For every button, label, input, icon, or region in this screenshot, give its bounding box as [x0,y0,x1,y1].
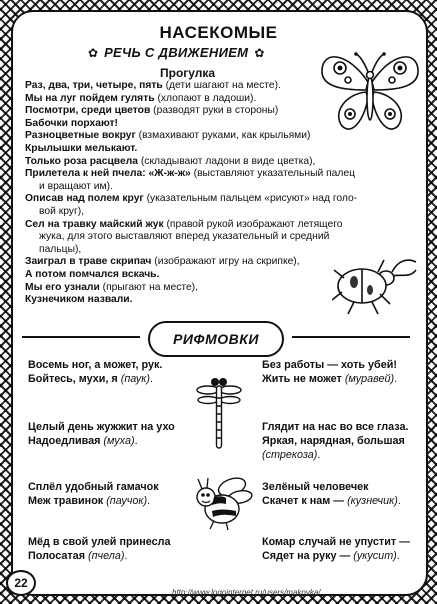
poem-line-note: (разводят руки в стороны) [150,105,279,117]
poem-line-main: Бабочки порхают! [25,117,118,129]
poem-line-note: (выставляют указательный палец [190,168,356,180]
poem-line [25,256,325,269]
page-title: НАСЕКОМЫЕ [159,23,278,42]
poem-line [25,156,325,169]
poem-line-note: (прыгают на месте), [99,281,198,293]
poem-line-note: (дети шагают на месте). [162,80,281,91]
subtitle-row [88,45,264,60]
poem-line-main: Мы его узнали [25,281,100,293]
poem-line-main: Сел на травку майский жук [25,218,164,230]
poem-line-main: Кузнечиком назвали. [25,294,133,306]
subtitle: РЕЧЬ С ДВИЖЕНИЕМ [104,45,249,60]
poem-line-note: жука, для этого выставляют вперед указательный и средний [39,231,330,243]
poem-line-note: (складывают ладони в виде цветка), [138,155,316,167]
bee-illustration [192,473,256,533]
rifmovki-badge [148,321,284,357]
poem-line [25,105,325,118]
poem-line-main: Прилетела к ней пчела: «Ж-ж-ж» [25,168,191,180]
poem-line-main: Крылышки мелькают. [25,142,138,154]
riddle-dragonfly: Глядит на нас во все глаза. Яркая, нарядная, большая (стрекоза). [262,421,409,461]
poem-line [25,206,325,219]
dragonfly-illustration [196,370,242,452]
poem-line-note: (изображают игру на скрипке), [151,256,300,268]
poem-line [25,294,325,307]
page-number [6,570,36,596]
riddle-fly: Целый день жужжит на ухо Надоедливая (муха). [28,421,175,447]
flower-icon: ✿ [88,45,99,60]
poem-line-main: Раз, два, три, четыре, пять [25,80,163,91]
beetle-illustration [332,248,420,318]
poem-line [25,218,343,232]
poem-line-main: Только роза расцвела [25,155,138,167]
poem-line [25,93,325,106]
poem-line [25,181,325,194]
riddle-spider: Восемь ног, а может, рук. Бойтесь, мухи, я (паук). [28,359,163,385]
poem-line [25,130,325,143]
poem-line-note: (хлопают в ладоши). [154,92,257,104]
flower-icon: ✿ [254,45,265,60]
poem-line-note: пальцы), [39,243,82,255]
poem-line-note: вой круг), [39,205,85,217]
poem-line [25,118,325,131]
poem-line-main: Заиграл в траве скрипач [25,256,152,268]
riddle-grasshopper: Зелёный человечек Скачет к нам — (кузнечик). [262,481,401,507]
footer-url: http://www.logointernet.ru/users/makovka/ [172,588,321,597]
poem-body [25,80,358,307]
poem-line-note: и вращают им). [39,180,113,192]
poem-line-main: Разноцветные вокруг [25,130,136,142]
poem-line [25,168,356,181]
poem-line [25,269,325,282]
poem-line-main: А потом помчался вскачь. [25,268,160,280]
poem-line [25,143,325,156]
divider-left [22,336,140,338]
poem-line-main: Описав над полем круг [25,193,144,205]
poem-line-note: (указательным пальцем «рисуют» над голо- [143,193,358,205]
poem-line [25,231,330,244]
poem-line [25,244,325,257]
butterfly-illustration [318,42,422,142]
poem-line-main: Посмотри, среди цветов [25,105,151,117]
riddle-ant: Без работы — хоть убей! Жить не может (муравей). [262,359,398,385]
riddle-mosquito: Комар случай не упустит — Сядет на руку — (укусит). [262,536,410,562]
page-number-text: 22 [14,576,28,590]
riddle-bee: Мёд в свой улей принесла Полосатая (пчела). [28,536,171,562]
divider-right [292,336,410,338]
poem-line [25,80,325,93]
poem-line [25,193,358,206]
poem-line-note: (взмахивают руками, как крыльями) [135,130,311,142]
riddle-little-spider: Сплёл удобный гамачок Меж травинок (паучок). [28,481,159,507]
poem-line [25,282,325,295]
poem-line-main: Мы на луг пойдем гулять [25,92,155,104]
poem-title: Прогулка [160,66,216,80]
poem-line-note: (правой рукой изображают летящего [163,218,343,230]
rifmovki-label: РИФМОВКИ [173,331,259,347]
